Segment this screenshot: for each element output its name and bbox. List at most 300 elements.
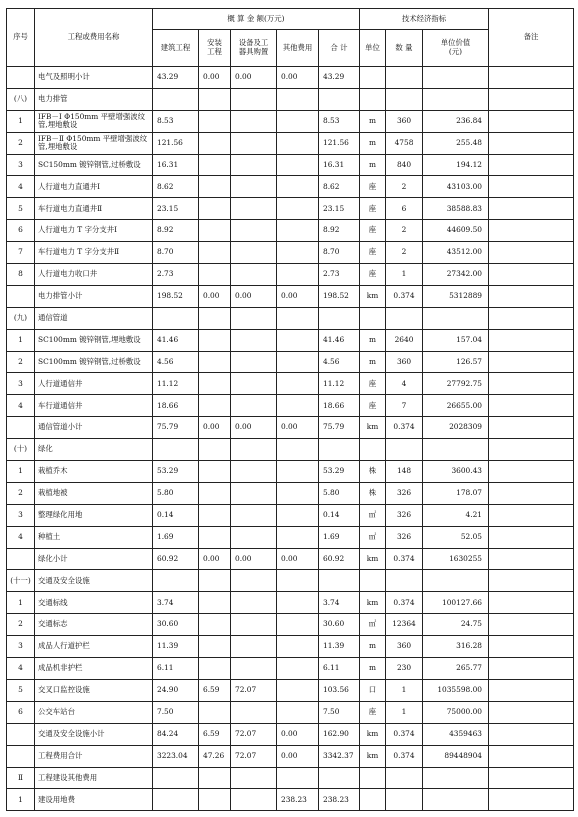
cell-remark [489, 461, 574, 483]
cell-other: 0.00 [277, 285, 319, 307]
cell-seq: (十一) [7, 570, 35, 592]
cell-remark [489, 504, 574, 526]
cell-name: 车行道通信井 [35, 395, 153, 417]
cell-total: 11.39 [319, 636, 360, 658]
cell-construction: 8.70 [153, 242, 199, 264]
cell-unit-price: 89448904 [423, 745, 489, 767]
cell-install [199, 154, 231, 176]
cell-qty: 4 [386, 373, 423, 395]
cell-unit-price: 26655.00 [423, 395, 489, 417]
cell-remark [489, 658, 574, 680]
cell-construction: 2.73 [153, 264, 199, 286]
cell-name: 成品人行道护栏 [35, 636, 153, 658]
cell-remark [489, 636, 574, 658]
cell-seq: 7 [7, 242, 35, 264]
cell-unit-price: 3600.43 [423, 461, 489, 483]
cell-unit-price: 2028309 [423, 417, 489, 439]
cell-install [199, 767, 231, 789]
cell-remark [489, 745, 574, 767]
cell-name: 交通及安全设施 [35, 570, 153, 592]
cell-unit-price: 43103.00 [423, 176, 489, 198]
cell-qty [386, 789, 423, 811]
cell-remark [489, 767, 574, 789]
cell-unit-price: 38588.83 [423, 198, 489, 220]
cell-other [277, 242, 319, 264]
cell-other [277, 264, 319, 286]
table-row [7, 614, 574, 636]
cell-construction: 23.15 [153, 198, 199, 220]
table-row [7, 395, 574, 417]
cell-equipment [231, 110, 277, 132]
cell-unit-price: 1035598.00 [423, 679, 489, 701]
cell-construction: 75.79 [153, 417, 199, 439]
cell-qty: 360 [386, 351, 423, 373]
cell-equipment [231, 570, 277, 592]
cell-equipment [231, 395, 277, 417]
cell-qty: 326 [386, 526, 423, 548]
cell-construction: 8.53 [153, 110, 199, 132]
header-unit-price: 单位价值 (元) [423, 30, 489, 67]
cell-unit-price: 24.75 [423, 614, 489, 636]
cell-seq [7, 67, 35, 89]
cell-name: 电力排管 [35, 88, 153, 110]
cell-equipment [231, 439, 277, 461]
cell-remark [489, 526, 574, 548]
cell-equipment: 72.07 [231, 723, 277, 745]
cell-qty [386, 439, 423, 461]
cell-other: 0.00 [277, 723, 319, 745]
table-row [7, 132, 574, 154]
cell-other [277, 592, 319, 614]
cell-total: 8.62 [319, 176, 360, 198]
cell-total: 1.69 [319, 526, 360, 548]
cell-construction: 11.12 [153, 373, 199, 395]
cell-qty: 2 [386, 176, 423, 198]
cell-install [199, 461, 231, 483]
cell-qty: 326 [386, 504, 423, 526]
cell-unit: km [360, 548, 386, 570]
cell-equipment [231, 307, 277, 329]
cell-equipment [231, 461, 277, 483]
cell-construction: 0.14 [153, 504, 199, 526]
cell-equipment: 0.00 [231, 285, 277, 307]
cell-seq: 3 [7, 154, 35, 176]
cell-unit-price: 5312889 [423, 285, 489, 307]
cell-unit-price: 52.05 [423, 526, 489, 548]
cell-install: 0.00 [199, 548, 231, 570]
cell-total: 103.56 [319, 679, 360, 701]
cell-unit: ㎡ [360, 526, 386, 548]
table-row [7, 701, 574, 723]
table-row [7, 548, 574, 570]
cell-qty [386, 88, 423, 110]
cell-other: 0.00 [277, 417, 319, 439]
table-row [7, 373, 574, 395]
cell-construction: 16.31 [153, 154, 199, 176]
cell-seq: (十) [7, 439, 35, 461]
cell-qty: 840 [386, 154, 423, 176]
cell-install [199, 482, 231, 504]
cell-equipment [231, 701, 277, 723]
cell-install [199, 88, 231, 110]
header-unit: 单位 [360, 30, 386, 67]
cell-construction: 5.80 [153, 482, 199, 504]
table-row [7, 658, 574, 680]
cell-install [199, 110, 231, 132]
cell-remark [489, 373, 574, 395]
cell-remark [489, 264, 574, 286]
cell-total [319, 307, 360, 329]
header-other: 其他费用 [277, 30, 319, 67]
cell-total: 60.92 [319, 548, 360, 570]
cell-install [199, 198, 231, 220]
cell-seq: 3 [7, 373, 35, 395]
header-qty: 数 量 [386, 30, 423, 67]
cell-construction: 3223.04 [153, 745, 199, 767]
cell-name: 人行道通信井 [35, 373, 153, 395]
cell-unit: m [360, 329, 386, 351]
cell-unit-price: 1630255 [423, 548, 489, 570]
cell-remark [489, 329, 574, 351]
cell-qty: 1 [386, 679, 423, 701]
table-row [7, 285, 574, 307]
cell-other: 238.23 [277, 789, 319, 811]
cell-unit: 座 [360, 264, 386, 286]
cell-name: IFB－Ⅱ Φ150mm 平壁增强波纹管,埋地敷设 [35, 132, 153, 154]
cell-unit-price: 100127.66 [423, 592, 489, 614]
cell-seq: 5 [7, 679, 35, 701]
cell-other [277, 198, 319, 220]
cell-total [319, 570, 360, 592]
cell-qty: 12364 [386, 614, 423, 636]
cell-unit-price: 75000.00 [423, 701, 489, 723]
cell-unit: m [360, 658, 386, 680]
cell-equipment [231, 242, 277, 264]
cell-name: 通信管道 [35, 307, 153, 329]
cell-name: 栽植乔木 [35, 461, 153, 483]
cell-seq: 2 [7, 132, 35, 154]
cell-unit-price: 194.12 [423, 154, 489, 176]
cell-name: 工程建设其他费用 [35, 767, 153, 789]
cell-total: 5.80 [319, 482, 360, 504]
cell-other [277, 504, 319, 526]
table-row [7, 242, 574, 264]
cell-name: 绿化小计 [35, 548, 153, 570]
cell-unit-price: 265.77 [423, 658, 489, 680]
table-row [7, 154, 574, 176]
cell-qty: 0.374 [386, 285, 423, 307]
cell-construction: 7.50 [153, 701, 199, 723]
cell-name: 工程费用合计 [35, 745, 153, 767]
cell-seq: 6 [7, 220, 35, 242]
cell-seq [7, 745, 35, 767]
cell-unit [360, 88, 386, 110]
cell-remark [489, 154, 574, 176]
cell-equipment [231, 154, 277, 176]
cell-name: 栽植地被 [35, 482, 153, 504]
cell-unit: ㎡ [360, 504, 386, 526]
cell-seq [7, 417, 35, 439]
table-row [7, 110, 574, 132]
cell-name: 公交车站台 [35, 701, 153, 723]
cell-total: 8.92 [319, 220, 360, 242]
cell-other [277, 570, 319, 592]
cell-equipment [231, 482, 277, 504]
header-equipment: 设备及工 器具购置 [231, 30, 277, 67]
table-row [7, 439, 574, 461]
cell-name: 交通标志 [35, 614, 153, 636]
header-remark: 备注 [489, 9, 574, 67]
cell-equipment [231, 373, 277, 395]
cell-seq: 1 [7, 110, 35, 132]
cell-install [199, 220, 231, 242]
cell-name: SC100mm 镀锌钢管,过桥敷设 [35, 351, 153, 373]
cell-total: 53.29 [319, 461, 360, 483]
cell-qty: 0.374 [386, 417, 423, 439]
cell-total [319, 88, 360, 110]
cell-install [199, 373, 231, 395]
cell-seq: Ⅱ [7, 767, 35, 789]
cell-install [199, 329, 231, 351]
cell-name: 人行道电力 T 字分支井Ⅰ [35, 220, 153, 242]
cell-equipment: 72.07 [231, 679, 277, 701]
table-row [7, 67, 574, 89]
cell-construction: 3.74 [153, 592, 199, 614]
cell-total: 23.15 [319, 198, 360, 220]
cell-total: 238.23 [319, 789, 360, 811]
cell-name: SC150mm 镀锌钢管,过桥敷设 [35, 154, 153, 176]
cell-other [277, 614, 319, 636]
cell-remark [489, 723, 574, 745]
cell-remark [489, 482, 574, 504]
cell-install [199, 789, 231, 811]
cell-construction: 6.11 [153, 658, 199, 680]
cell-total: 16.31 [319, 154, 360, 176]
cell-unit-price [423, 767, 489, 789]
cell-remark [489, 242, 574, 264]
cell-other: 0.00 [277, 67, 319, 89]
cell-qty: 6 [386, 198, 423, 220]
cell-remark [489, 220, 574, 242]
cell-name: 交叉口监控设施 [35, 679, 153, 701]
cell-unit-price: 255.48 [423, 132, 489, 154]
cell-total: 198.52 [319, 285, 360, 307]
cell-unit: m [360, 154, 386, 176]
cell-install [199, 395, 231, 417]
cell-construction: 121.56 [153, 132, 199, 154]
header-seq: 序号 [7, 9, 35, 67]
cell-unit [360, 789, 386, 811]
cell-construction [153, 307, 199, 329]
cell-qty: 1 [386, 264, 423, 286]
cell-install [199, 242, 231, 264]
cell-install: 47.26 [199, 745, 231, 767]
cell-unit [360, 67, 386, 89]
cell-install [199, 351, 231, 373]
cell-install [199, 658, 231, 680]
cell-remark [489, 307, 574, 329]
cell-total: 75.79 [319, 417, 360, 439]
cell-unit-price [423, 88, 489, 110]
cell-unit [360, 570, 386, 592]
table-row [7, 636, 574, 658]
cell-total [319, 767, 360, 789]
cell-unit: 座 [360, 242, 386, 264]
cell-qty: 7 [386, 395, 423, 417]
cost-estimate-table [6, 8, 574, 811]
cell-qty: 0.374 [386, 548, 423, 570]
cell-seq: 6 [7, 701, 35, 723]
cell-other [277, 176, 319, 198]
cell-qty: 0.374 [386, 592, 423, 614]
cell-seq: (九) [7, 307, 35, 329]
cell-unit: 座 [360, 395, 386, 417]
cell-qty: 0.374 [386, 745, 423, 767]
cell-equipment [231, 614, 277, 636]
cell-total: 8.70 [319, 242, 360, 264]
cell-construction: 43.29 [153, 67, 199, 89]
cell-total: 8.53 [319, 110, 360, 132]
cell-unit-price: 44609.50 [423, 220, 489, 242]
cell-equipment [231, 504, 277, 526]
cell-unit-price: 4.21 [423, 504, 489, 526]
cell-construction [153, 767, 199, 789]
cell-construction: 11.39 [153, 636, 199, 658]
cell-name: 绿化 [35, 439, 153, 461]
cell-install: 0.00 [199, 285, 231, 307]
cell-seq [7, 723, 35, 745]
cell-unit: m [360, 110, 386, 132]
cell-other [277, 88, 319, 110]
table-row [7, 679, 574, 701]
cell-remark [489, 679, 574, 701]
cell-unit: 口 [360, 679, 386, 701]
cell-construction: 60.92 [153, 548, 199, 570]
cell-unit: 座 [360, 373, 386, 395]
cell-qty: 360 [386, 636, 423, 658]
cell-unit: m [360, 351, 386, 373]
header-tech-group: 技术经济指标 [360, 9, 489, 30]
table-body [7, 67, 574, 811]
cell-qty: 1 [386, 701, 423, 723]
cell-other [277, 132, 319, 154]
cell-install [199, 636, 231, 658]
cell-other [277, 461, 319, 483]
table-row [7, 592, 574, 614]
cell-total: 43.29 [319, 67, 360, 89]
cell-unit-price: 236.84 [423, 110, 489, 132]
cell-construction [153, 789, 199, 811]
cell-construction: 4.56 [153, 351, 199, 373]
cell-name: SC100mm 镀锌钢管,埋地敷设 [35, 329, 153, 351]
cell-equipment [231, 264, 277, 286]
cell-construction: 8.92 [153, 220, 199, 242]
cell-other [277, 307, 319, 329]
table-row [7, 176, 574, 198]
cell-equipment [231, 636, 277, 658]
cell-total: 4.56 [319, 351, 360, 373]
cell-equipment [231, 176, 277, 198]
cell-construction [153, 570, 199, 592]
cell-total: 3.74 [319, 592, 360, 614]
cell-seq [7, 285, 35, 307]
cell-unit: m [360, 636, 386, 658]
cell-unit: km [360, 285, 386, 307]
cell-seq: 4 [7, 526, 35, 548]
cell-qty: 4758 [386, 132, 423, 154]
cell-name: 成品机非护栏 [35, 658, 153, 680]
cell-other [277, 373, 319, 395]
cell-unit: km [360, 723, 386, 745]
cell-install [199, 176, 231, 198]
cell-unit [360, 767, 386, 789]
cell-other: 0.00 [277, 745, 319, 767]
cell-install: 0.00 [199, 67, 231, 89]
cell-equipment [231, 526, 277, 548]
cell-name: 种植土 [35, 526, 153, 548]
cell-install [199, 132, 231, 154]
cell-construction: 198.52 [153, 285, 199, 307]
cell-name: IFB－Ⅰ Φ150mm 平壁增强波纹管,埋地敷设 [35, 110, 153, 132]
table-row [7, 767, 574, 789]
cell-remark [489, 417, 574, 439]
cell-seq: 3 [7, 636, 35, 658]
cell-total: 30.60 [319, 614, 360, 636]
cell-unit-price [423, 307, 489, 329]
cell-other [277, 767, 319, 789]
cell-other [277, 154, 319, 176]
cell-total: 162.90 [319, 723, 360, 745]
cell-unit: m [360, 132, 386, 154]
table-row [7, 461, 574, 483]
cell-total: 3342.37 [319, 745, 360, 767]
cell-equipment [231, 789, 277, 811]
header-construction: 建筑工程 [153, 30, 199, 67]
cell-install [199, 614, 231, 636]
cell-remark [489, 198, 574, 220]
cell-seq: 1 [7, 789, 35, 811]
cell-unit-price [423, 67, 489, 89]
cell-equipment [231, 132, 277, 154]
cell-qty: 0.374 [386, 723, 423, 745]
cell-unit-price: 43512.00 [423, 242, 489, 264]
table-row [7, 723, 574, 745]
cell-other [277, 395, 319, 417]
cell-unit: 座 [360, 220, 386, 242]
cell-qty [386, 67, 423, 89]
cell-unit [360, 307, 386, 329]
table-row [7, 504, 574, 526]
cell-seq: 4 [7, 395, 35, 417]
table-row [7, 198, 574, 220]
cell-install [199, 504, 231, 526]
cell-other [277, 636, 319, 658]
cell-total: 2.73 [319, 264, 360, 286]
cell-name: 车行道电力直通井Ⅱ [35, 198, 153, 220]
cell-construction: 84.24 [153, 723, 199, 745]
cell-construction [153, 88, 199, 110]
cell-seq [7, 548, 35, 570]
cell-construction: 30.60 [153, 614, 199, 636]
cell-unit: km [360, 417, 386, 439]
cell-name: 交通及安全设施小计 [35, 723, 153, 745]
cell-seq: 5 [7, 198, 35, 220]
cell-unit [360, 439, 386, 461]
cell-qty: 2 [386, 242, 423, 264]
cell-unit: 株 [360, 482, 386, 504]
cell-construction: 41.46 [153, 329, 199, 351]
cell-other [277, 701, 319, 723]
